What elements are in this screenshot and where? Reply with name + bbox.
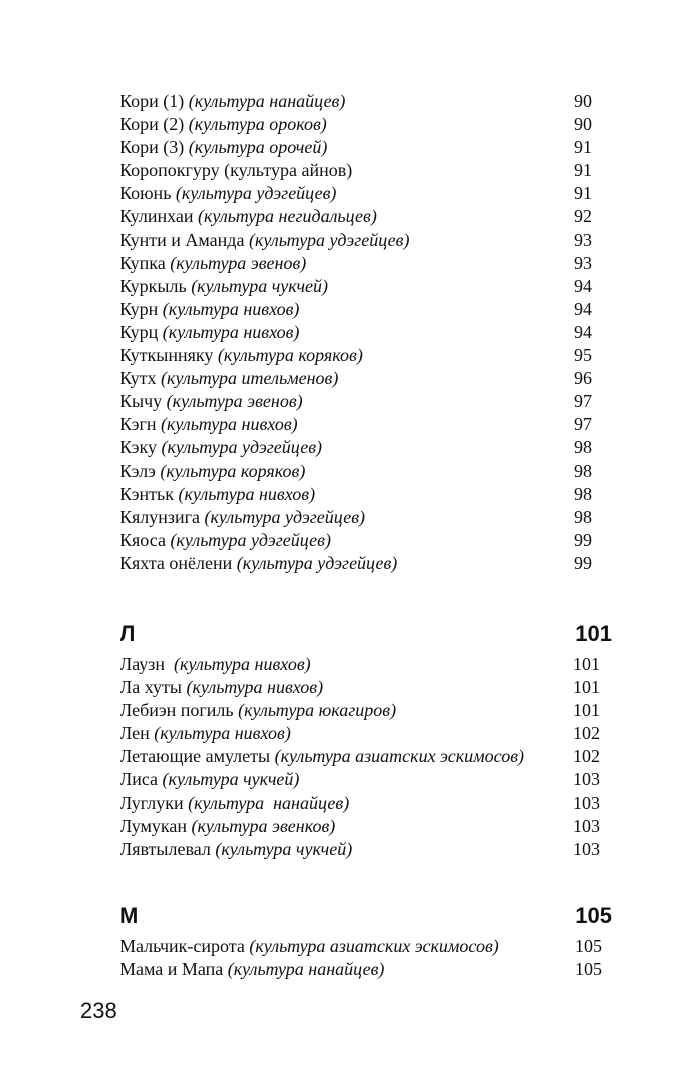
entry-page-number: 91	[574, 183, 592, 204]
entry-page-number: 94	[574, 298, 592, 319]
entry-page-number: 91	[574, 160, 592, 181]
entry-page-number: 95	[574, 345, 592, 366]
section-heading-m	[120, 901, 612, 931]
entry-page-number: 98	[574, 460, 592, 481]
entry-title	[120, 460, 305, 483]
entry-culture-note: (культура нанайцев)	[188, 792, 350, 813]
entry-page-number: 101	[573, 700, 600, 721]
entry-page-number: 93	[574, 252, 592, 273]
toc-entry	[120, 529, 592, 552]
entry-name: Куткынняку	[120, 345, 218, 366]
entry-page-number: 98	[574, 483, 592, 504]
entry-culture-note: (культура удэгейцев)	[248, 229, 410, 250]
entry-title	[120, 436, 322, 459]
entry-page-number: 99	[574, 552, 592, 573]
toc-entry	[120, 958, 602, 981]
entry-culture-note: (культура чукчей)	[162, 769, 300, 790]
entry-culture-note: (культура азиатских эскимосов)	[249, 936, 499, 956]
entry-title	[120, 136, 327, 159]
toc-entry	[120, 229, 592, 252]
entry-title	[120, 298, 299, 321]
toc-entry	[120, 838, 600, 861]
entry-name: Кори (2)	[120, 114, 189, 135]
section-page-number: 105	[575, 903, 612, 928]
toc-entry	[120, 252, 592, 275]
entry-culture-note: (культура удэгейцев)	[204, 506, 366, 527]
entry-name: Мама и Мапа	[120, 959, 228, 980]
toc-entry	[120, 792, 600, 815]
toc-entry	[120, 768, 600, 791]
section-heading-l	[120, 619, 612, 649]
entry-culture-note: (культура юкагиров)	[238, 700, 397, 721]
entry-culture-note: (культура нивхов)	[154, 723, 291, 744]
entry-name: Коюнь	[120, 183, 176, 204]
entry-title	[120, 367, 338, 390]
entry-culture-note: (культура нанайцев)	[227, 959, 385, 980]
entry-page-number: 102	[573, 746, 600, 767]
entry-name: Лебиэн погиль	[120, 700, 239, 721]
toc-block-m	[120, 935, 602, 981]
toc-entry	[120, 298, 592, 321]
entry-title	[120, 958, 384, 981]
entry-title	[120, 321, 299, 344]
entry-title	[120, 413, 298, 436]
entry-culture-note: (культура эвенов)	[166, 391, 303, 412]
entry-title	[120, 182, 336, 205]
entry-title	[120, 390, 303, 413]
entry-name: Куркыль	[120, 275, 192, 296]
entry-title	[120, 815, 335, 838]
entry-page-number: 97	[574, 391, 592, 412]
toc-entry	[120, 699, 600, 722]
entry-culture-note: (культура нивхов)	[162, 298, 300, 319]
toc-entry	[120, 935, 602, 958]
entry-name: Кэгн	[120, 414, 162, 435]
entry-name: Кори (1)	[120, 91, 189, 111]
entry-name: Курн	[120, 298, 163, 319]
toc-entry	[120, 344, 592, 367]
entry-page-number: 96	[574, 368, 592, 389]
entry-name: Летающие амулеты	[120, 746, 275, 767]
entry-title	[120, 653, 311, 676]
entry-page-number: 99	[574, 529, 592, 550]
toc-entry	[120, 552, 592, 575]
entry-culture-note: (культура орочей)	[188, 137, 328, 158]
toc-entry	[120, 413, 592, 436]
entry-page-number: 103	[573, 792, 600, 813]
entry-title	[120, 275, 328, 298]
entry-title	[120, 506, 365, 529]
toc-entry	[120, 90, 592, 113]
entry-name: Ла хуты	[120, 677, 187, 698]
entry-culture-note: (культура коряков)	[217, 345, 363, 366]
toc-entry	[120, 436, 592, 459]
entry-name: Лаузн	[120, 654, 175, 674]
toc-entry	[120, 321, 592, 344]
entry-name: Кэлэ	[120, 460, 161, 481]
toc-block-k	[120, 90, 592, 575]
entry-page-number: 91	[574, 137, 592, 158]
entry-page-number: 101	[573, 677, 600, 698]
entry-name: Кяхта онёлени	[120, 552, 237, 573]
entry-name: Лумукан	[120, 815, 192, 836]
entry-culture-note: (культура нивхов)	[186, 677, 324, 698]
entry-name: Коропокгуру (культура айнов)	[120, 160, 353, 181]
entry-culture-note: (культура удэгейцев)	[236, 552, 398, 573]
toc-entry	[120, 367, 592, 390]
entry-page-number: 97	[574, 414, 592, 435]
entry-name: Кяоса	[120, 529, 171, 550]
entry-culture-note: (культура ороков)	[188, 114, 327, 135]
entry-culture-note: (культура чукчей)	[191, 275, 329, 296]
toc-entry	[120, 506, 592, 529]
entry-page-number: 105	[575, 936, 602, 956]
entry-culture-note: (культура чукчей)	[215, 838, 353, 859]
page-folio: 238	[80, 998, 117, 1023]
entry-title	[120, 676, 323, 699]
entry-title	[120, 113, 327, 136]
entry-name: Кулинхаи	[120, 206, 198, 227]
entry-title	[120, 252, 306, 275]
entry-culture-note: (культура нанайцев)	[188, 91, 346, 111]
entry-title	[120, 699, 396, 722]
toc-entry	[120, 159, 592, 182]
entry-culture-note: (культура удэгейцев)	[175, 183, 337, 204]
entry-title	[120, 483, 315, 506]
toc-entry	[120, 815, 600, 838]
entry-title	[120, 529, 331, 552]
entry-culture-note: (культура эвенков)	[191, 815, 336, 836]
entry-name: Кори (3)	[120, 137, 189, 158]
entry-page-number: 102	[573, 723, 600, 744]
toc-block-l	[120, 653, 600, 861]
entry-culture-note: (культура нивхов)	[162, 321, 300, 342]
entry-name: Кычу	[120, 391, 167, 412]
entry-page-number: 103	[573, 815, 600, 836]
section-letter: М	[120, 903, 139, 928]
toc-entry	[120, 113, 592, 136]
entry-culture-note: (культура коряков)	[160, 460, 306, 481]
entry-page-number: 98	[574, 437, 592, 458]
entry-title	[120, 792, 349, 815]
entry-title	[120, 768, 299, 791]
entry-name: Курц	[120, 321, 163, 342]
entry-title	[120, 745, 524, 768]
entry-name: Кутх	[120, 368, 162, 389]
entry-page-number: 90	[574, 114, 592, 135]
entry-culture-note: (культура эвенов)	[170, 252, 307, 273]
toc-entry	[120, 676, 600, 699]
entry-title	[120, 344, 363, 367]
entry-page-number: 93	[574, 229, 592, 250]
toc-entry	[120, 275, 592, 298]
entry-name: Кялунзига	[120, 506, 205, 527]
entry-culture-note: (культура азиатских эскимосов)	[274, 746, 524, 767]
toc-entry	[120, 390, 592, 413]
entry-title	[120, 552, 397, 575]
entry-title	[120, 205, 377, 228]
entry-culture-note: (культура удэгейцев)	[161, 437, 323, 458]
entry-name: Кэку	[120, 437, 162, 458]
entry-page-number: 101	[573, 654, 600, 674]
toc-entry	[120, 136, 592, 159]
entry-page-number: 94	[574, 275, 592, 296]
entry-culture-note: (культура удэгейцев)	[170, 529, 331, 550]
entry-culture-note: (культура нивхов)	[174, 654, 311, 674]
entry-title	[120, 722, 291, 745]
entry-title	[120, 90, 345, 113]
entry-name: Кэнтьк	[120, 483, 179, 504]
entry-name: Лиса	[120, 769, 163, 790]
entry-title	[120, 935, 499, 958]
entry-title	[120, 159, 352, 182]
entry-page-number: 103	[573, 769, 600, 790]
entry-name: Лен	[120, 723, 155, 744]
entry-culture-note: (культура негидальцев)	[198, 206, 377, 227]
toc-entry	[120, 182, 592, 205]
entry-page-number: 92	[574, 206, 592, 227]
entry-culture-note: (культура ительменов)	[161, 368, 339, 389]
toc-entry	[120, 205, 592, 228]
toc-entry	[120, 722, 600, 745]
entry-culture-note: (культура нивхов)	[178, 483, 316, 504]
entry-title	[120, 838, 352, 861]
section-page-number: 101	[575, 621, 612, 646]
entry-page-number: 98	[574, 506, 592, 527]
entry-name: Лявтылевал	[120, 838, 216, 859]
entry-name: Кунти и Аманда	[120, 229, 249, 250]
toc-entry	[120, 653, 600, 676]
entry-name: Мальчик-сирота	[120, 936, 250, 956]
entry-page-number: 105	[575, 959, 602, 980]
toc-entry	[120, 460, 592, 483]
entry-culture-note: (культура нивхов)	[161, 414, 298, 435]
entry-name: Купка	[120, 252, 171, 273]
section-letter: Л	[120, 621, 136, 646]
toc-entry	[120, 483, 592, 506]
entry-name: Луглуки	[120, 792, 189, 813]
entry-page-number: 94	[574, 321, 592, 342]
entry-page-number: 90	[574, 91, 592, 111]
entry-page-number: 103	[573, 838, 600, 859]
toc-entry	[120, 745, 600, 768]
entry-title	[120, 229, 409, 252]
